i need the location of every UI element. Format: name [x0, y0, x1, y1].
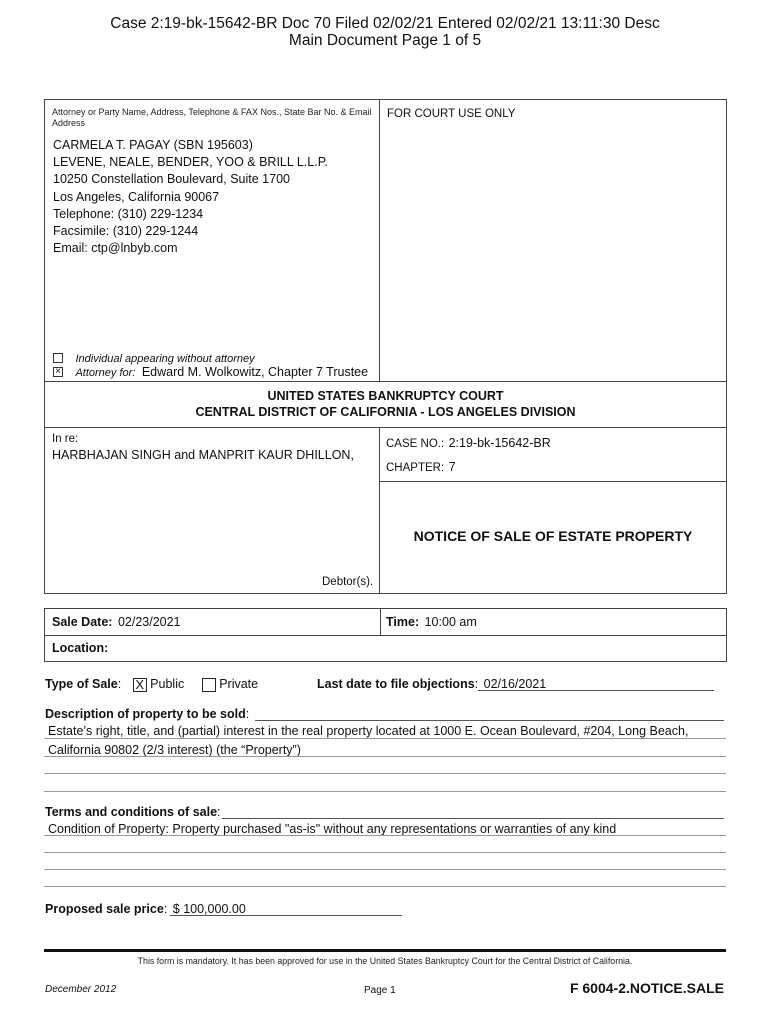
private-checkbox[interactable]: [202, 678, 216, 692]
sale-time-divider: [380, 608, 381, 635]
terms-line-1: Condition of Property: Property purchased "as-is" without any representations or warranties of any kind: [48, 822, 617, 836]
case-no-value: 2:19-bk-15642-BR: [448, 436, 551, 450]
court-name: UNITED STATES BANKRUPTCY COURT: [267, 389, 504, 403]
debtors-names: HARBHAJAN SINGH and MANPRIT KAUR DHILLON,: [52, 448, 354, 462]
footer-rule: [44, 949, 726, 952]
price-row: Proposed sale price: $ 100,000.00: [45, 902, 246, 916]
chapter-value: 7: [448, 460, 456, 474]
terms-rule: [44, 886, 726, 887]
objections-underline: [478, 690, 714, 691]
terms-label: Terms and conditions of sale: [45, 805, 218, 819]
in-re-label: In re:: [52, 433, 79, 445]
sale-time-row: [386, 615, 477, 629]
sale-date-label: Sale Date:: [52, 615, 113, 629]
description-line-2: California 90802 (2/3 interest) (the “Property”): [48, 743, 301, 757]
terms-rule: [44, 852, 726, 853]
notice-title: NOTICE OF SALE OF ESTATE PROPERTY: [413, 528, 693, 544]
court-use-label: FOR COURT USE ONLY: [387, 108, 516, 120]
attorney-for-value: Edward M. Wolkowitz, Chapter 7 Trustee: [141, 365, 369, 379]
debtors-label: Debtor(s).: [322, 576, 374, 588]
case-no-divider: [379, 481, 727, 482]
footer-date: December 2012: [45, 984, 117, 995]
attorney-for-row: [53, 365, 368, 380]
footer-page: Page 1: [364, 985, 396, 996]
attorney-line: CARMELA T. PAGAY (SBN 195603): [53, 138, 253, 152]
chapter-row: [386, 458, 456, 476]
sale-time-label: Time:: [386, 615, 420, 629]
sale-time-value: 10:00 am: [424, 615, 477, 629]
attorney-for-label: Attorney for:: [75, 367, 136, 379]
price-label: Proposed sale price: [45, 902, 164, 916]
case-no-label: CASE NO.:: [386, 438, 445, 450]
description-rule: [44, 738, 726, 739]
terms-rule: [44, 869, 726, 870]
attorney-line: Telephone: (310) 229-1234: [53, 206, 204, 221]
attorney-for-checkbox[interactable]: ×: [53, 367, 63, 377]
terms-rule: [44, 835, 726, 836]
sale-date-value: 02/23/2021: [117, 615, 181, 629]
objections-label: Last date to file objections: [317, 677, 475, 691]
sale-date-row: [52, 615, 181, 629]
description-rule: [44, 773, 726, 774]
location-label: Location:: [52, 641, 109, 655]
footer-form-id: F 6004-2.NOTICE.SALE: [569, 980, 724, 996]
attorney-line: Los Angeles, California 90067: [53, 189, 220, 204]
objections-row: Last date to file objections: 02/16/2021: [317, 677, 547, 691]
chapter-label: CHAPTER:: [386, 462, 445, 474]
attorney-line: 10250 Constellation Boulevard, Suite 1700: [53, 172, 290, 187]
private-label: Private: [219, 677, 259, 691]
filing-stamp-line2: Main Document Page 1 of 5: [288, 32, 482, 49]
individual-row: [53, 351, 255, 366]
attorney-info: [53, 137, 328, 257]
individual-label: Individual appearing without attorney: [75, 353, 255, 365]
description-rule: [44, 756, 726, 757]
public-checkbox[interactable]: X: [133, 678, 147, 692]
terms-row: Terms and conditions of sale:: [45, 805, 221, 819]
case-no-row: [386, 434, 551, 452]
individual-checkbox[interactable]: [53, 353, 63, 363]
filing-stamp-line1: Case 2:19-bk-15642-BR Doc 70 Filed 02/02/21 Entered 02/02/21 13:11:30 Desc: [110, 15, 660, 32]
description-line-1: Estate’s right, title, and (partial) interest in the real property located at 1000 E. Ocean Boulevard, #204, Long Beach,: [48, 724, 689, 738]
terms-underline: [222, 818, 724, 819]
public-label: Public: [150, 677, 185, 691]
attorney-line: LEVENE, NEALE, BENDER, YOO & BRILL L.L.P.: [53, 155, 328, 170]
attorney-line: Email: ctp@lnbyb.com: [53, 241, 178, 256]
description-rule: [44, 791, 726, 792]
type-of-sale-label: Type of Sale: [45, 677, 118, 691]
case-caption-divider: [379, 427, 380, 594]
description-underline: [255, 720, 724, 721]
type-of-sale-row: Type of Sale: X Public Private: [45, 676, 259, 692]
caption-divider: [379, 99, 380, 382]
price-value: $ 100,000.00: [172, 902, 246, 916]
footer-mandatory-note: This form is mandatory. It has been approved for use in the United States Bankruptcy Court for the Central District of California.: [137, 956, 633, 966]
description-label: Description of property to be sold: [45, 707, 246, 721]
objections-date: 02/16/2021: [483, 677, 547, 691]
attorney-line: Facsimile: (310) 229-1244: [53, 224, 199, 239]
description-row: Description of property to be sold:: [45, 707, 250, 721]
attorney-box-label: Attorney or Party Name, Address, Telephone & FAX Nos., State Bar No. & Email Address: [52, 107, 372, 128]
sale-info-divider: [44, 635, 727, 636]
court-district: CENTRAL DISTRICT OF CALIFORNIA - LOS ANGELES DIVISION: [195, 405, 576, 419]
price-underline: [170, 915, 402, 916]
